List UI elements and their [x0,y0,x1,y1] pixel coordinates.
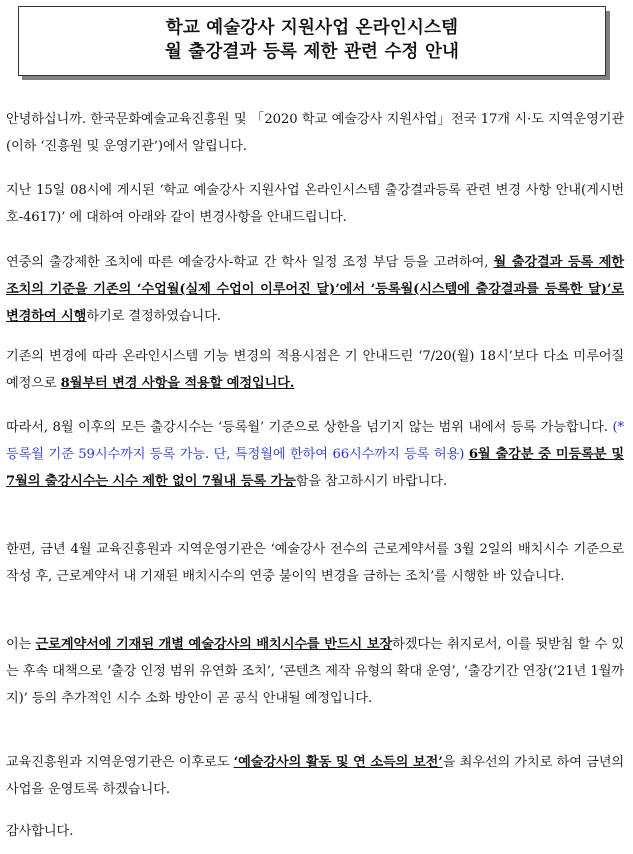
paragraph-text: 을 최우선의 가치로 하여 금년의 사업을 운영토록 하겠습니다. [6,755,625,797]
closing-text: 감사합니다. [6,824,74,839]
paragraph-text: 하겠다는 취지로서, 이를 뒷받침 할 수 있는 후속 대책으로 ‘출강 인정 범위 유연화 조치’, ‘콘텐츠 제작 유형의 확대 운영’, ‘출강기간 연장(’21년 1월까지)’ 등의 추가적인 시수 소화 방안이 곧 공식 안내될 예정입니다. [6,637,625,706]
paragraph-guarantee [6,631,624,712]
emphasized-text: 8월부터 변경 사항을 적용할 예정입니다. [60,376,295,391]
paragraph-registration-limit [6,414,624,495]
paragraph-greeting: 안녕하십니까. 한국문화예술교육진흥원 및 「2020 학교 예술강사 지원사업」전국 17개 시·도 지역운영기관(이하 ‘진흥원 및 운영기관’)에서 알립니다. [6,112,624,154]
title-box [18,6,606,76]
emphasized-text: 근로계약서에 기재된 개별 예술강사의 배치시수를 반드시 보장 [35,637,393,652]
title-line-2: 월 출강결과 등록 제한 관련 수정 안내 [164,42,460,62]
paragraph-registration-change [6,249,624,330]
paragraph-previous-notice: 지난 15일 08시에 게시된 ‘학교 예술강사 지원사업 온라인시스템 출강결과등록 관련 변경 사항 안내(게시번호-4617)’ 에 대하여 아래와 같이 변경사항을 안내드립니다. [6,183,624,225]
paragraph-text: 하기로 결정하였습니다. [86,309,221,324]
paragraph-text: 함을 참고하시기 바랍니다. [295,474,448,489]
emphasized-text: 6월 출강분 중 미등록분 및 7월의 출강시수는 시수 제한 없이 7월내 등록 가능 [6,447,625,489]
emphasized-text: ‘예술강사의 활동 및 연 소득의 보전’ [233,755,443,770]
paragraph-text: 교육진흥원과 지역운영기관은 이후로도 [6,755,234,770]
title-line-1: 학교 예술강사 지원사업 온라인시스템 [165,18,459,38]
paragraph-commitment [6,749,624,803]
emphasized-text: 월 출강결과 등록 제한 조치의 기준을 기존의 ‘수업월(실제 수업이 이루어진 달)’에서 ‘등록월(시스템에 출강결과를 등록한 달)’로 변경하여 시행 [6,255,624,324]
paragraph-text: 연중의 출강제한 조치에 따른 예술강사-학교 간 학사 일정 조정 부담 등을 고려하여, [6,255,494,270]
paragraph-text: 따라서, 8월 이후의 모든 출강시수는 ‘등록월’ 기준으로 상한을 넘기지 않는 범위 내에서 등록 가능합니다. [6,420,613,435]
paragraph-text: 이는 [6,637,36,652]
blue-note-text: (*등록월 기준 59시수까지 등록 가능. 단, 특정월에 한하여 66시수까지 등록 허용) [6,420,624,462]
paragraph-contract-measure: 한편, 금년 4월 교육진흥원과 지역운영기관은 ‘예술강사 전수의 근로계약서를 3월 2일의 배치시수 기준으로 작성 후, 근로계약서 내 기재된 배치시수의 연중 불이익 변경을 금하는 조치’를 시행한 바 있습니다. [6,542,625,584]
paragraph-text: 기존의 변경에 따라 온라인시스템 기능 변경의 적용시점은 기 안내드린 ‘7/20(월) 18시’보다 다소 미루어질 예정으로 [6,349,624,391]
paragraph-application-timing [6,343,624,397]
